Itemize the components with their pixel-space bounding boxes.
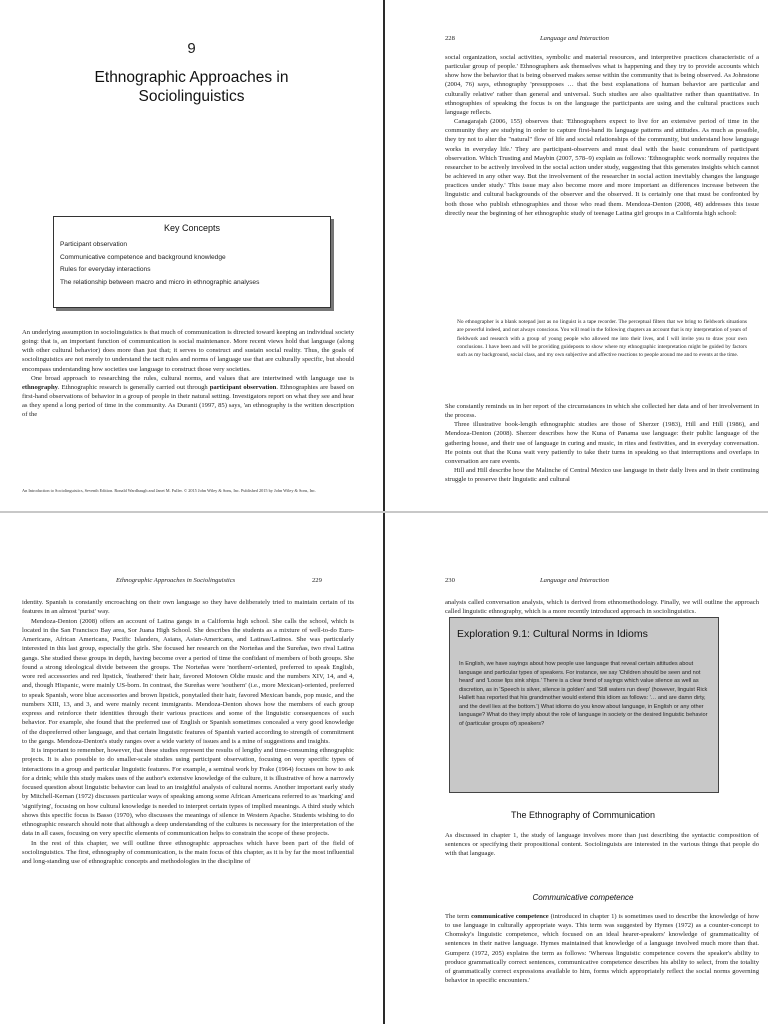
paragraph: She constantly reminds us in her report of the circumstances in which she collected her data and of her involvement in the process.: [445, 403, 759, 420]
paragraph: It is important to remember, however, that these studies represent the results of lengthy and time-consuming ethnographic projects. It is also possible to do smaller-scale studies using participant observation, focusing on very specific types of interactions in a group and particular linguistic features. For example, a seminal work by Frake (1964) focuses on how to ask for a drink; while this study makes uses of the author's extensive knowledge of the culture, it is illustrative of how a narrowly focused question about linguistic behavior can lead to an insightful analysis of cultural norms. Another important early study by Mitchell-Kernan (1972) discusses particular ways of speaking among some African Americans referred to as 'marking' and 'signifying', focusing on how cultural knowledge is needed to interpret certain types of implied meanings. A third study which shows this specific focus is Basso (1970), who discusses the meanings of silence in Western Apache. Students wishing to do ethnographic research should note that although a deep understanding of the cultures is necessary for the interpretation of the data in all cases, focusing on very specific elements of communication helps to constrain the scope of these projects.: [22, 747, 354, 838]
key-concepts-box: [53, 216, 331, 308]
body-text: [22, 598, 354, 866]
key-concept-item: Participant observation: [60, 241, 128, 248]
paragraph: Hill and Hill describe how the Malinche of Central Mexico use language in their daily lives and in their continuing struggle to preserve their linguistic and cultural: [445, 467, 759, 484]
paragraph: An underlying assumption in sociolinguistics is that much of communication is directed toward keeping an individual society going: that is, an important function of communication is social maintenance. More recent views hold that language (along with other cultural behavior) does more than just that; it serves to construct and sustain social reality. Thus, the goals of sociolinguistics are not merely to understand the tacit rules and norms of language use that are culturally specific, but should encompass understanding how societies use language to construct those very societies.: [22, 329, 354, 373]
chapter-number: 9: [187, 40, 196, 57]
running-header: [0, 577, 383, 587]
key-concepts-list: [54, 239, 330, 289]
exploration-box: [449, 617, 719, 793]
page-number: 230: [445, 577, 455, 584]
copyright-footnote: An Introduction to Sociolinguistics, Seventh Edition. Ronald Wardhaugh and Janet M. Fuller. © 2015 John Wiley & Sons, Inc. Published 2015 by John Wiley & Sons, Inc.: [22, 488, 317, 493]
paragraph: Three illustrative book-length ethnographic studies are those of Sherzer (1983), Hill and Hill (1986), and Mendoza-Denton (2008). Sherzer describes how the Kuna of Panama use language: their public language of the gathering house, and their use of language in curing and music, in rites and festivities, and in everyday conversation. He points out that the Kuna wait very patiently to take their turns in speaking so that interruptions and overlaps in conversation are rare events.: [445, 421, 759, 465]
exploration-body: In English, we have sayings about how people use language that reveal certain attitudes about language and particular types of speakers. For instance, we say 'Children should be seen and not heard' and 'Loose lips sink ships.' There is a clear trend of sayings which value silence as well as discretion, as in 'Speech is silver, silence is golden' and 'Still waters run deep' (however, linguist Rick Hallett has reported that his grandmother would extend this idiom as follows: '… and are damn dirty, and the devil lies at the bottom.') What idioms do you know about language, in English or any other language? What do they imply about the role of language in society or the desired linguistic behavior of (particular groups of) speakers?: [459, 661, 708, 727]
paragraph: The term communicative competence (introduced in chapter 1) is sometimes used to describe the knowledge of how to use language in culturally appropriate ways. This term was suggested by Hymes (1972) as a counter-concept to Chomsky's linguistic competence, which focused on an ideal hearer-speakers' knowledge of grammaticality of sentences in their native language. Hymes maintained that knowledge of a language involved much more than that. Gumperz (1972, 205) explains the term as follows: 'Whereas linguistic competence covers the speaker's ability to produce grammatically correct sentences, communicative competence describes his ability to select, from the totality of grammatically correct expressions available to him, forms which appropriately reflect the social norms governing behavior in specific encounters.': [445, 913, 759, 985]
key-concepts-title: Key Concepts: [163, 223, 221, 233]
paragraph: As discussed in chapter 1, the study of language involves more than just describing the syntactic composition of sentences or specifying their propositional content. Sociolinguists are interested in the various things that people do with that language.: [445, 832, 759, 858]
running-head-title: Ethnographic Approaches in Sociolinguistics: [116, 577, 236, 584]
exploration-title: Exploration 9.1: Cultural Norms in Idioms: [457, 628, 648, 640]
running-header: [385, 35, 768, 45]
running-head-title: Language and Interaction: [540, 35, 609, 42]
page-number: 229: [312, 577, 322, 584]
block-quote: No ethnographer is a blank notepad just as no linguist is a tape recorder. The perceptual filters that we bring to fieldwork situations are powerful indeed, and not always conscious. You will read in the following chapters an account that is my interpretation of years of fieldwork and research with a group of young people who allowed me into their lives, and I will invite you to draw your own conclusions. I have been and will be providing guideposts to show where my ethnographic interpretation might be guided by factors such as my background, social class, and my own subjective and affective reactions to people around me and to events at the time.: [457, 319, 747, 359]
page-row-divider: [0, 511, 768, 513]
paragraph: One broad approach to researching the rules, cultural norms, and values that are intertwined with language use is ethnography. Ethnographic research is generally carried out through participant observation. Ethnographies are based on first-hand observations of behavior in a group of people in their natural setting. Investigators report on what they see and hear as they spend a long period of time in the community. As Duranti (1997, 85) says, 'an ethnography is the written description of the: [22, 374, 354, 419]
chapter-title: Ethnographic Approaches in Sociolinguistics: [94, 69, 289, 105]
page-number: 228: [445, 35, 455, 42]
body-text: [445, 912, 759, 985]
key-term: communicative competence: [471, 913, 549, 920]
key-term: participant observation: [209, 383, 277, 391]
paragraph: Canagarajah (2006, 155) observes that: 'Ethnographers expect to live for an extensive period of time in the community they are studying in order to capture first-hand its language patterns and attitudes. As much as possible, they try not to alter the "natural" flow of life and social relationships of the community, but understand how language works in everyday life.' They are participant-observers and must deal with the basic conundrum of participant observation. Which Trusting and Maybin (2007, 578–9) explain as follows: 'Ethnographic work normally requires the researcher to be actively involved in the social action under study, suggesting that this generates insights which cannot be achieved in any other way. But the involvement of the researcher in social action inevitably changes the language practices under study.' This issue may also become more and more important as differences increase between the linguistic and cultural backgrounds of the observer and the observed. It is certainly one that must be confronted by both those who publish ethnographies and those who read them. Mendoza-Denton (2008, 48) addresses this issue directly near the beginning of her ethnographic study of teenage Latina girl groups in a California high school:: [445, 118, 759, 217]
running-head-title: Language and Interaction: [540, 577, 609, 584]
key-term: ethnography: [22, 383, 58, 391]
key-concept-item: Rules for everyday interactions: [60, 266, 151, 273]
section-heading: The Ethnography of Communication: [510, 810, 656, 820]
key-concept-item: The relationship between macro and micro in ethnographic analyses: [60, 278, 260, 286]
page-228: [385, 0, 768, 511]
paragraph: analysis called conversation analysis, which is derived from ethnomethodology. Finally, we will outline the approach called linguistic ethnography, which is a more recently introduced approach in sociolinguistics.: [445, 599, 759, 616]
subsection-heading: Communicative competence: [532, 893, 634, 902]
paragraph: identity. Spanish is constantly encroaching on their own language so they have deliberately tried to maintain certain of its features in an almost 'purist' way.: [22, 599, 354, 616]
key-concept-item: Communicative competence and background knowledge: [60, 253, 226, 261]
body-text: [445, 53, 759, 218]
running-header: [385, 577, 768, 587]
body-text: [445, 598, 759, 616]
page-229: [0, 513, 383, 1024]
body-text: [22, 328, 354, 420]
paragraph: social organization, social activities, symbolic and material resources, and interpretive practices characteristic of a particular group of people.' Ethnographers ask themselves what is happening and they try to provide accounts which show how the behavior that is being observed makes sense within the community that is being observed. As Johnstone (2004, 76) says, ethnography 'presupposes … that the best explanations of human behavior are particular and culturally relative' rather than general and universal. Such studies are also qualitative rather than quantitative. In ethnographies of speaking the focus is on the language the participants are using and the cultural practices such language reflects.: [445, 54, 759, 116]
page-226: [0, 0, 383, 511]
body-text: [445, 831, 759, 858]
paragraph: In the rest of this chapter, we will outline three ethnographic approaches which have been part of the field of sociolinguistics. The first, ethnography of communication, is the main focus of this chapter, as it is by far the most influential and long-standing use of ethnographic concepts and methodologies in the discipline of: [22, 839, 354, 865]
paragraph: Mendoza-Denton (2008) offers an account of Latina gangs in a California high school. She calls the school, which is located in the San Francisco Bay area, Sor Juana High School. She describes the students as a mixture of well-to-do Euro-Americans, African Americans, Pacific Islanders, Asians, Asian-Americans, and Latinas/Latinos. She was particularly interested in this last group, especially the girls. She focused her research on the Norteñas and the Sureñas, two rival Latina gangs. She studied these groups in depth, having become over a period of time the confidant of members of both groups. She found a strong ideological divide between the groups. The Norteñas were 'northern'-oriented, preferred to speak English, wore red accessories and red lipstick, 'feathered' their hair, favored Motown Oldie music and the numbers XIV, 14, and 4, and, though Hispanic, were mainly US-born. In contrast, the Sureñas were 'southern' (i.e., more Mexican)-oriented, preferred to speak Spanish, wore blue accessories and brown lipstick, ponytailed their hair, favored Mexican bands, pop music, and the numbers XIII, 13, and 3, and were mainly recent immigrants. Mendoza-Denton shows how the members of each group express and reinforce their identities through their various practices and some of the linguistic consequences of such behavior. For example, she found that the preferred use of English or Spanish sometimes concealed a very good knowledge of the dispreferred other language, and that certain linguistic features of Spanish varied according to strength of commitment to the gangs. Mendoza-Denton's study ranges over a wide variety of issues and is a mine of suggestions and insights.: [22, 617, 354, 745]
body-text: [445, 402, 759, 484]
